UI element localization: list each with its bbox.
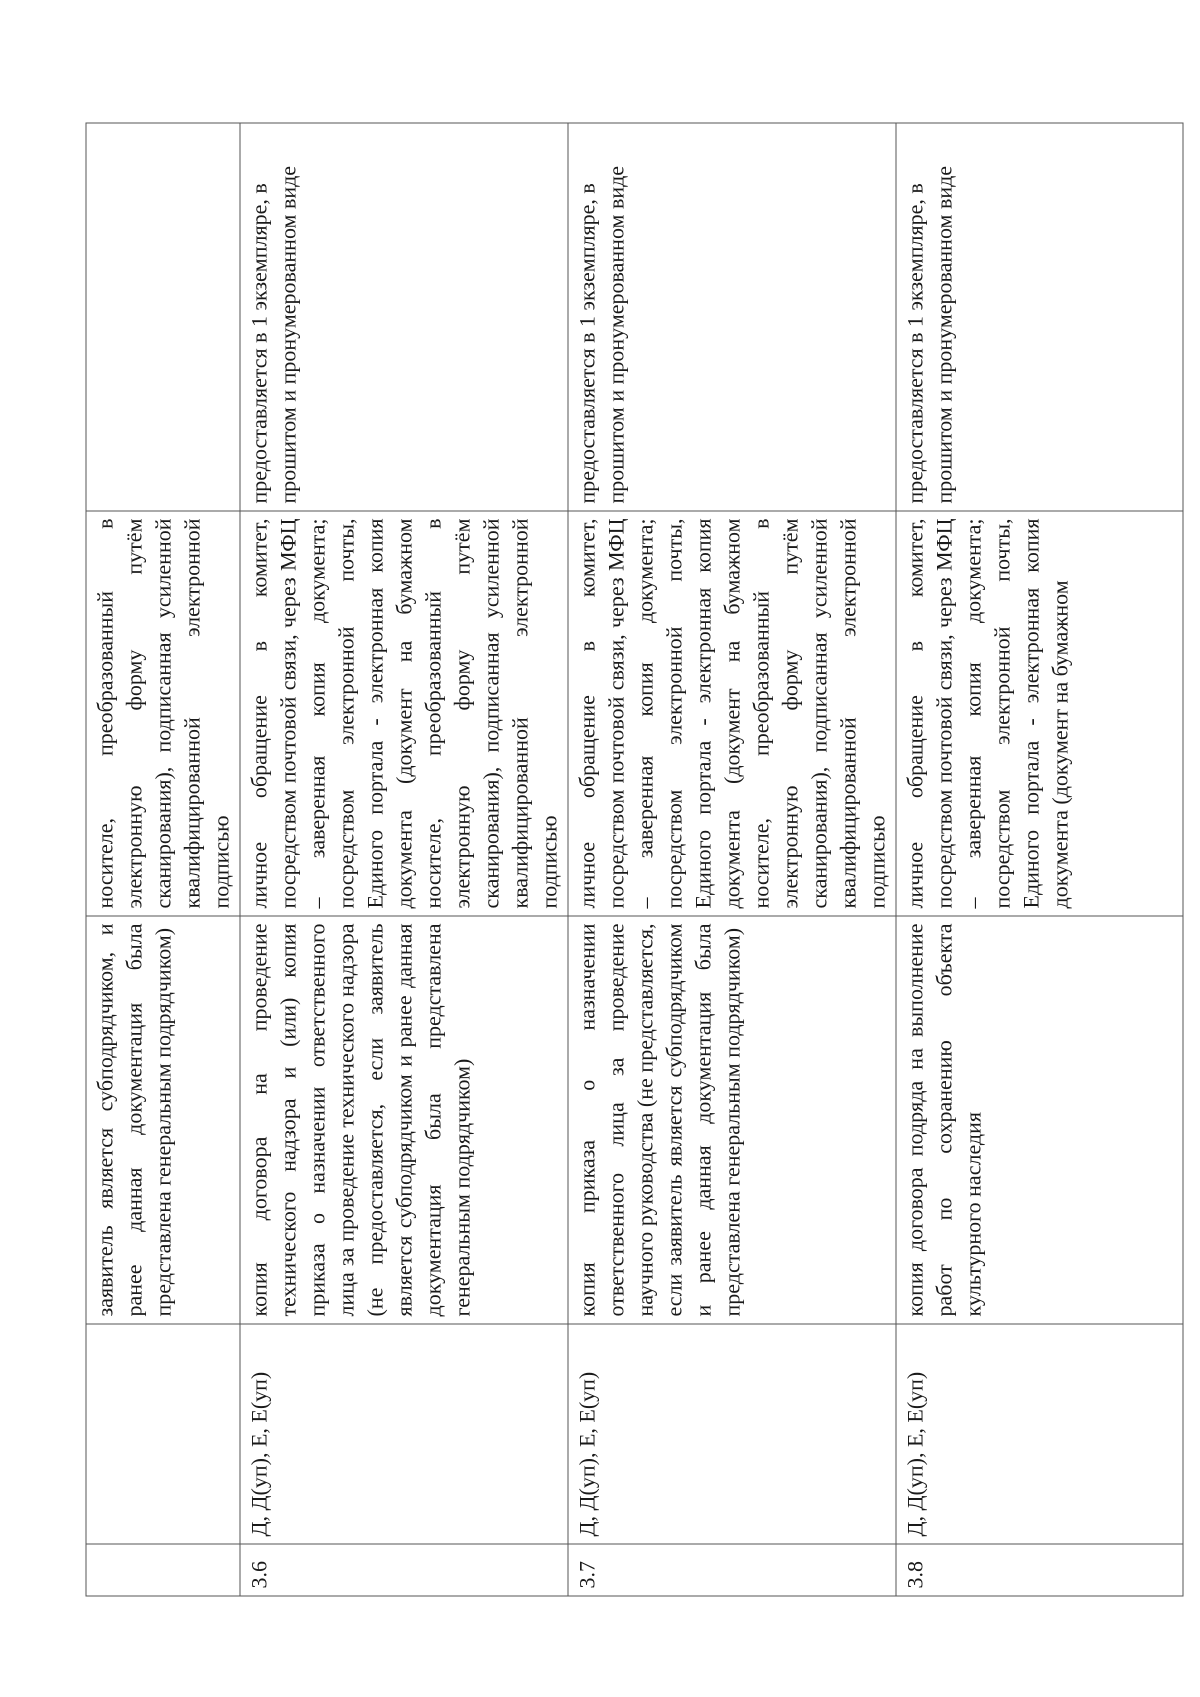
categories-cell: Д, Д(уп), Е, Е(уп) xyxy=(568,1324,896,1544)
document-cell: копия приказа о назначении ответственного лица за проведение научного руководства (не представляется, если заявитель является субподрядчиком и ранее данная документация была представлена генеральным подрядчиком) xyxy=(568,916,896,1324)
row-number-cell xyxy=(86,1544,240,1596)
document-cell: заявитель является субподрядчиком, и ранее данная документация была представлена генеральным подрядчиком) xyxy=(86,916,240,1324)
categories-cell: Д, Д(уп), Е, Е(уп) xyxy=(896,1324,1183,1544)
requirements-cell: предоставляется в 1 экземпляре, в прошитом и пронумерованном виде xyxy=(568,123,896,511)
categories-cell: Д, Д(уп), Е, Е(уп) xyxy=(240,1324,568,1544)
table-row xyxy=(240,123,568,1596)
table-row xyxy=(896,123,1183,1596)
categories-cell xyxy=(86,1324,240,1544)
requirements-cell xyxy=(86,123,240,511)
requirements-cell: предоставляется в 1 экземпляре, в прошитом и пронумерованном виде xyxy=(896,123,1183,511)
method-cell: личное обращение в комитет, посредством почтовой связи, через МФЦ – заверенная копия документа; посредством электронной почты, Единого портала - электронная копия документа (документ на бумажном носителе, преобразованный в электронную форму путём сканирования), подписанная усиленной квалифицированной электронной подписью xyxy=(240,511,568,916)
table-row xyxy=(86,123,240,1596)
method-cell: носителе, преобразованный в электронную форму путём сканирования), подписанная усиленной квалифицированной электронной подписью xyxy=(86,511,240,916)
document-cell: копия договора подряда на выполнение работ по сохранению объекта культурного наследия xyxy=(896,916,1183,1324)
documents-table xyxy=(86,123,1184,1597)
row-number-cell: 3.8 xyxy=(896,1544,1183,1596)
row-number-cell: 3.7 xyxy=(568,1544,896,1596)
document-cell: копия договора на проведение технического надзора и (или) копия приказа о назначении ответственного лица за проведение технического надзора (не предоставляется, если заявитель является субподрядчиком и ранее данная документация была представлена генеральным подрядчиком) xyxy=(240,916,568,1324)
method-cell: личное обращение в комитет, посредством почтовой связи, через МФЦ – заверенная копия документа; посредством электронной почты, Единого портала - электронная копия документа (документ на бумажном носителе, преобразованный в электронную форму путём сканирования), подписанная усиленной квалифицированной электронной подписью xyxy=(568,511,896,916)
table-row xyxy=(568,123,896,1596)
rotated-table-wrapper xyxy=(86,124,1115,1597)
row-number-cell: 3.6 xyxy=(240,1544,568,1596)
requirements-cell: предоставляется в 1 экземпляре, в прошитом и пронумерованном виде xyxy=(240,123,568,511)
method-cell: личное обращение в комитет, посредством почтовой связи, через МФЦ – заверенная копия документа; посредством электронной почты, Единого портала - электронная копия документа (документ на бумажном xyxy=(896,511,1183,916)
